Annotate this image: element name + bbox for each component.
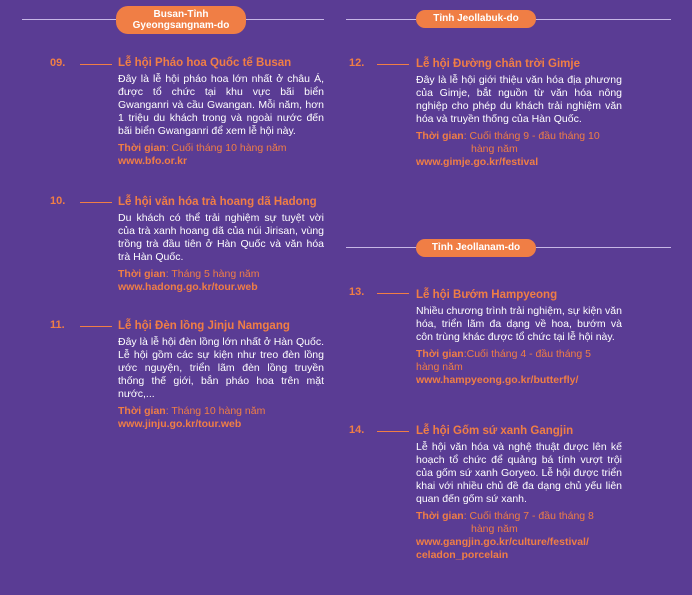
item-number: 10. <box>50 195 66 207</box>
time-label: Thời gian <box>118 268 166 280</box>
festival-title: Lễ hội văn hóa trà hoang dã Hadong <box>118 196 317 208</box>
item-dash <box>80 64 112 65</box>
section-header-busan: Busan-Tỉnh Gyeongsangnam-do <box>116 6 246 34</box>
festival-time <box>416 130 622 143</box>
festival-time <box>118 142 324 155</box>
festival-title: Lễ hội Đèn lồng Jinju Namgang <box>118 320 290 332</box>
festival-url[interactable]: www.gimje.go.kr/festival <box>416 156 539 168</box>
time-label: Thời gian <box>118 405 166 417</box>
festival-url-cont[interactable]: celadon_porcelain <box>416 549 509 561</box>
festival-title: Lễ hội Đường chân trời Gimje <box>416 58 580 70</box>
time-value-cont: hàng năm <box>471 143 518 155</box>
festival-title: Lễ hội Pháo hoa Quốc tế Busan <box>118 57 292 69</box>
festival-url[interactable]: www.hadong.go.kr/tour.web <box>118 281 258 293</box>
festival-url[interactable]: www.jinju.go.kr/tour.web <box>118 418 242 430</box>
festival-title: Lễ hội Gốm sứ xanh Gangjin <box>416 425 574 437</box>
time-value-cont: hàng năm <box>471 523 518 535</box>
time-label: Thời gian <box>416 510 464 522</box>
festival-description: Nhiều chương trình trải nghiệm, sự kiện văn hóa, triển lãm đa dạng về hoa, bướm và côn trùng khác được tổ chức tại lễ hội này. <box>416 305 622 343</box>
time-label: Thời gian <box>416 348 464 360</box>
time-label: Thời gian <box>416 130 464 142</box>
time-value: : Cuối tháng 10 hàng năm <box>165 142 287 154</box>
time-label: Thời gian <box>118 142 166 154</box>
time-value: :Cuối tháng 4 - đầu tháng 5 <box>463 348 591 360</box>
item-dash <box>80 326 112 327</box>
item-number: 09. <box>50 57 66 69</box>
festival-time <box>118 405 324 418</box>
festival-description: Đây là lễ hội đèn lồng lớn nhất ở Hàn Quốc. Lễ hội gồm các sự kiện như treo đèn lồng ước nguyện, triển lãm đèn lồng truyền thống thế giới, bắn pháo hoa trên mặt nước,... <box>118 336 324 400</box>
festival-item-gangjin <box>416 425 622 562</box>
item-number: 11. <box>50 319 65 331</box>
festival-url[interactable]: www.gangjin.go.kr/culture/festival/ <box>416 536 589 548</box>
item-dash <box>377 64 409 65</box>
festival-url[interactable]: www.bfo.or.kr <box>118 155 188 167</box>
item-number: 13. <box>349 286 365 298</box>
time-value: : Cuối tháng 9 - đầu tháng 10 <box>463 130 600 142</box>
festival-item-hampyeong <box>416 289 622 387</box>
festival-time <box>416 348 622 361</box>
festival-title: Lễ hội Bướm Hampyeong <box>416 289 558 301</box>
festival-url[interactable]: www.hampyeong.go.kr/butterfly/ <box>416 374 579 386</box>
section-header-jeollanam: Tỉnh Jeollanam-do <box>416 239 536 257</box>
item-dash <box>80 202 112 203</box>
time-value: : Tháng 10 hàng năm <box>165 405 266 417</box>
item-dash <box>377 431 409 432</box>
festival-item-gimje <box>416 58 622 169</box>
festival-description: Đây là lễ hội pháo hoa lớn nhất ở châu Á, được tổ chức tại khu vực bãi biển Gwanganri và cầu Gwangan. Mỗi năm, hơn 1 triệu du khách trong và ngoài nước đến bãi biển Gwanganri để xem lễ hội này. <box>118 73 324 137</box>
festival-time <box>416 510 622 523</box>
festival-item-jinju <box>118 320 324 431</box>
time-value: : Tháng 5 hàng năm <box>165 268 260 280</box>
time-value: : Cuối tháng 7 - đầu tháng 8 <box>463 510 594 522</box>
festival-description: Du khách có thể trải nghiệm sự tuyệt vời của trà xanh hoang dã của núi Jirisan, vùng trồng trà đầu tiên ở Hàn Quốc và văn hóa trà Hàn Quốc. <box>118 212 324 263</box>
festival-time <box>118 268 324 281</box>
item-number: 12. <box>349 57 365 69</box>
time-value-cont: hàng năm <box>416 361 463 373</box>
festival-description: Đây là lễ hội giới thiệu văn hóa địa phương của Gimje, bắt nguồn từ văn hóa nông nghiệp cho phép du khách trải nghiệm văn hóa và truyền thống của Hàn Quốc. <box>416 74 622 125</box>
section-header-jeollabuk: Tỉnh Jeollabuk-do <box>416 10 536 28</box>
festival-description: Lễ hội văn hóa và nghệ thuật được lên kế hoạch tổ chức để quảng bá tính vượt trội của gốm sứ xanh Goryeo. Lễ hội được triển khai với nhiều chủ đề đa dạng chủ yếu liên quan đến gốm sứ xanh. <box>416 441 622 505</box>
festival-item-busan <box>118 57 324 168</box>
item-dash <box>377 293 409 294</box>
item-number: 14. <box>349 424 365 436</box>
festival-item-hadong <box>118 196 324 294</box>
